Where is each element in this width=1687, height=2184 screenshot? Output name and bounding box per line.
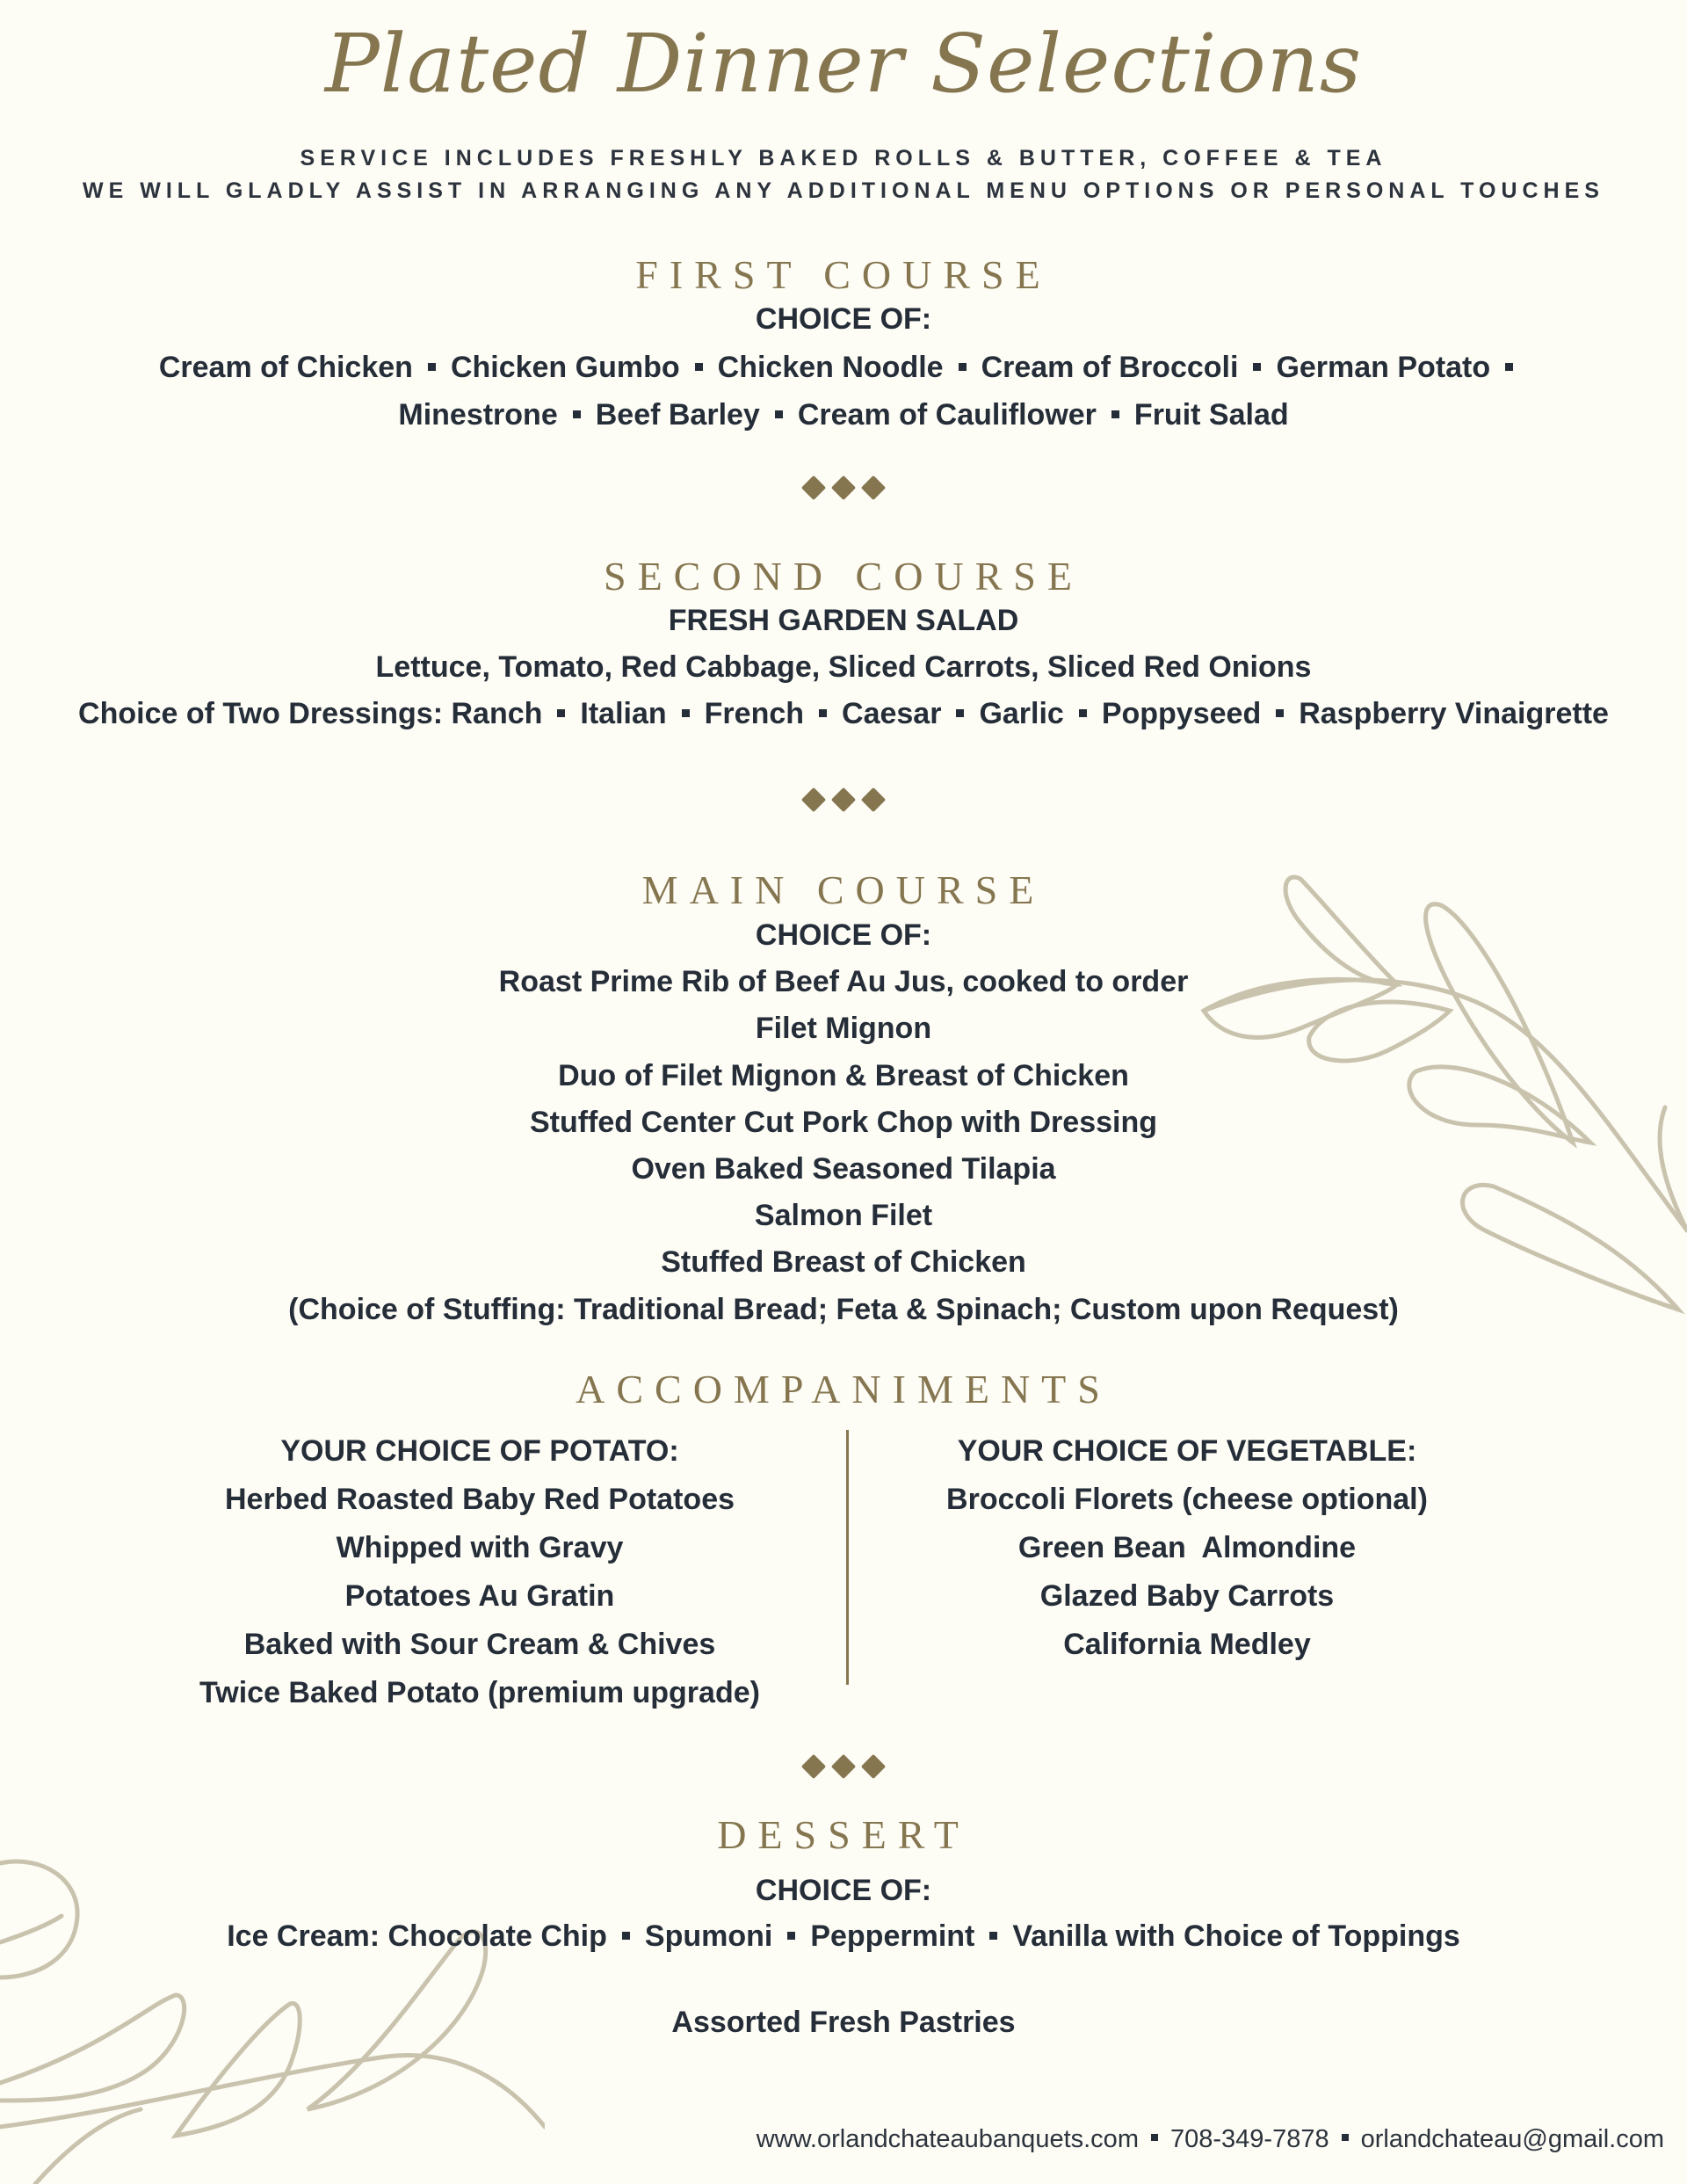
list-item: Poppyseed [1101, 697, 1262, 730]
list-item: Chicken Noodle [717, 351, 944, 384]
square-bullet-icon [1079, 709, 1087, 717]
dessert-heading: DESSERT [717, 1812, 970, 1857]
list-item: Fruit Salad [1133, 398, 1289, 432]
diamond-trio-icon [0, 1753, 1687, 1780]
list-item: Cream of Cauliflower [797, 398, 1097, 432]
square-bullet-icon [1111, 410, 1119, 418]
main-item: Filet Mignon [755, 1012, 932, 1045]
list-item: Garlic [979, 697, 1064, 730]
dressings-row [0, 699, 1687, 729]
square-bullet-icon [989, 1932, 997, 1940]
contact-footer [757, 2125, 1664, 2154]
square-bullet-icon [695, 363, 703, 371]
square-bullet-icon [573, 410, 581, 418]
square-bullet-icon [1276, 709, 1284, 717]
main-course-heading: MAIN COURSE [641, 867, 1046, 912]
main-item: Stuffed Breast of Chicken [661, 1245, 1026, 1279]
list-item: Spumoni [644, 1919, 773, 1953]
square-bullet-icon [1505, 363, 1513, 371]
dressings-label: Choice of Two Dressings: [78, 697, 444, 730]
square-bullet-icon [775, 410, 783, 418]
ice-cream-row [0, 1921, 1687, 1951]
square-bullet-icon [682, 709, 690, 717]
square-bullet-icon [1151, 2134, 1158, 2141]
list-item: Vanilla with Choice of Toppings [1012, 1919, 1460, 1953]
potato-item: Baked with Sour Cream & Chives [243, 1628, 716, 1661]
vegetable-column [880, 1436, 1495, 1678]
list-item: Caesar [842, 697, 942, 730]
dessert-choice-label: CHOICE OF: [755, 1874, 932, 1907]
main-item: Duo of Filet Mignon & Breast of Chicken [558, 1059, 1129, 1092]
list-item: Beef Barley [595, 398, 760, 432]
diamond-trio-icon [0, 787, 1687, 813]
square-bullet-icon [956, 709, 964, 717]
accompaniments-heading: ACCOMPANIMENTS [576, 1367, 1111, 1411]
square-bullet-icon [819, 709, 827, 717]
potato-item: Herbed Roasted Baby Red Potatoes [224, 1483, 735, 1516]
potato-label: YOUR CHOICE OF POTATO: [280, 1434, 679, 1468]
service-note: SERVICE INCLUDES FRESHLY BAKED ROLLS & BUTTER, COFFEE & TEA [300, 146, 1387, 171]
vegetable-item: Broccoli Florets (cheese optional) [946, 1483, 1428, 1516]
first-course-row-1 [0, 352, 1687, 382]
square-bullet-icon [959, 363, 967, 371]
first-course-choice-label: CHOICE OF: [755, 302, 932, 336]
assist-note: WE WILL GLADLY ASSIST IN ARRANGING ANY ADDITIONAL MENU OPTIONS OR PERSONAL TOUCHES [83, 178, 1604, 203]
stuffing-note: (Choice of Stuffing: Traditional Bread; Feta & Spinach; Custom upon Request) [288, 1293, 1399, 1326]
main-item: Stuffed Center Cut Pork Chop with Dressing [529, 1106, 1158, 1139]
list-item: Chocolate Chip [387, 1919, 607, 1953]
vegetable-item: Green Bean Almondine [1017, 1531, 1357, 1564]
second-course-heading: SECOND COURSE [603, 554, 1083, 599]
column-divider [846, 1430, 849, 1685]
vegetable-label: YOUR CHOICE OF VEGETABLE: [957, 1434, 1417, 1468]
main-item: Roast Prime Rib of Beef Au Jus, cooked to order [498, 965, 1189, 998]
list-item: French [704, 697, 805, 730]
first-course-heading: FIRST COURSE [635, 252, 1052, 297]
phone-number[interactable]: 708-349-7878 [1169, 2125, 1329, 2153]
potato-column [172, 1436, 787, 1726]
list-item: Italian [580, 697, 667, 730]
square-bullet-icon [1253, 363, 1261, 371]
salad-title: FRESH GARDEN SALAD [668, 604, 1019, 637]
list-item: Cream of Chicken [158, 351, 413, 384]
square-bullet-icon [1342, 2134, 1349, 2141]
page-title: Plated Dinner Selections [324, 17, 1363, 111]
email-link[interactable]: orlandchateau@gmail.com [1360, 2125, 1664, 2153]
list-item: Minestrone [398, 398, 558, 432]
main-course-choice-label: CHOICE OF: [755, 918, 932, 952]
ice-cream-label: Ice Cream: [227, 1919, 380, 1953]
first-course-row-2 [0, 400, 1687, 430]
list-item: Chicken Gumbo [450, 351, 680, 384]
main-item: Salmon Filet [754, 1199, 933, 1232]
potato-item: Whipped with Gravy [336, 1531, 624, 1564]
list-item: German Potato [1276, 351, 1491, 384]
list-item: Peppermint [810, 1919, 975, 1953]
list-item: Ranch [451, 697, 543, 730]
square-bullet-icon [428, 363, 436, 371]
square-bullet-icon [557, 709, 565, 717]
potato-item: Potatoes Au Gratin [344, 1579, 615, 1613]
potato-item: Twice Baked Potato (premium upgrade) [199, 1676, 760, 1709]
vegetable-item: Glazed Baby Carrots [1039, 1579, 1335, 1613]
salad-ingredients: Lettuce, Tomato, Red Cabbage, Sliced Carrots, Sliced Red Onions [375, 650, 1312, 684]
square-bullet-icon [622, 1932, 630, 1940]
vegetable-item: California Medley [1063, 1628, 1311, 1661]
list-item: Raspberry Vinaigrette [1299, 697, 1609, 730]
diamond-trio-icon [0, 475, 1687, 501]
main-item: Oven Baked Seasoned Tilapia [631, 1152, 1056, 1186]
list-item: Cream of Broccoli [981, 351, 1239, 384]
square-bullet-icon [787, 1932, 795, 1940]
pastries: Assorted Fresh Pastries [671, 2006, 1016, 2039]
website-link[interactable]: www.orlandchateaubanquets.com [756, 2125, 1139, 2153]
